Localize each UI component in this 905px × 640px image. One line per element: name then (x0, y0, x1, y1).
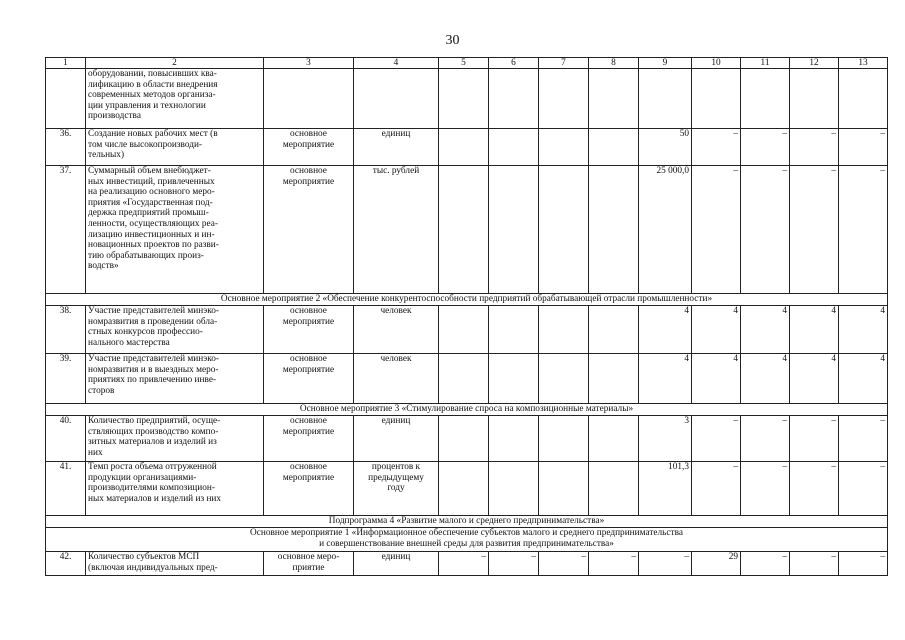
column-header: 5 (439, 58, 489, 69)
value-cell (539, 166, 589, 294)
value-cell: 25 000,0 (639, 166, 692, 294)
indicator-name: оборудовании, повысивших ква- лификацию в области внедрения современных методов организа- ции управления и технологии производства (86, 69, 264, 129)
indicator-name: Количество предприятий, осуще- ствляющих производство компо- зитных материалов и изделий из них (86, 416, 264, 462)
section-row (46, 528, 888, 552)
indicators-table (45, 57, 888, 576)
value-cell (489, 69, 539, 129)
value-cell: – (741, 416, 790, 462)
value-cell (439, 166, 489, 294)
table-row (46, 462, 888, 516)
value-cell: – (741, 462, 790, 516)
table-row (46, 129, 888, 166)
table-row (46, 69, 888, 129)
value-cell: 4 (741, 306, 790, 354)
unit-cell: единиц (354, 129, 439, 166)
table-row (46, 306, 888, 354)
value-cell: 4 (839, 306, 888, 354)
value-cell: – (692, 166, 741, 294)
value-cell: – (439, 552, 489, 576)
value-cell: 50 (639, 129, 692, 166)
value-cell (489, 129, 539, 166)
column-header: 1 (46, 58, 86, 69)
indicator-name: Суммарный объем внебюджет- ных инвестиций, привлеченных на реализацию основного меро- приятия «Государственная под- держка предприятий промыш- ленности, осуществляющих реа- лизацию инвестиционных и ин- новационных проектов по разви- тию обрабатывающих произ- водств» (86, 166, 264, 294)
value-cell (439, 354, 489, 404)
value-cell: – (790, 552, 839, 576)
column-header: 3 (264, 58, 354, 69)
row-number: 38. (46, 306, 86, 354)
unit-cell: единиц (354, 552, 439, 576)
value-cell (439, 416, 489, 462)
value-cell: 101,3 (639, 462, 692, 516)
value-cell (489, 462, 539, 516)
row-number (46, 69, 86, 129)
row-number: 36. (46, 129, 86, 166)
column-header: 13 (839, 58, 888, 69)
value-cell (489, 416, 539, 462)
value-cell: – (790, 166, 839, 294)
value-cell (539, 462, 589, 516)
unit-cell: процентов к предыдущему году (354, 462, 439, 516)
value-cell (439, 129, 489, 166)
value-cell (489, 166, 539, 294)
page-number: 30 (445, 33, 460, 48)
section-title: Подпрограмма 4 «Развитие малого и среднего предпринимательства» (46, 516, 888, 528)
value-cell (439, 462, 489, 516)
value-cell (839, 69, 888, 129)
unit-cell: человек (354, 306, 439, 354)
value-cell: – (741, 129, 790, 166)
value-cell (589, 69, 639, 129)
value-cell (589, 354, 639, 404)
table-row (46, 166, 888, 294)
table-row (46, 416, 888, 462)
unit-cell: тыс. рублей (354, 166, 439, 294)
unit-cell (354, 69, 439, 129)
indicator-name: Участие представителей минэко- номразвития и в выездных меро- приятиях по привлечению инве- сторов (86, 354, 264, 404)
indicator-name: Создание новых рабочих мест (в том числе высокопроизводи- тельных) (86, 129, 264, 166)
value-cell (589, 166, 639, 294)
value-cell (489, 354, 539, 404)
column-header: 4 (354, 58, 439, 69)
value-cell: 4 (692, 354, 741, 404)
table-header-row (46, 58, 888, 69)
indicator-kind (264, 69, 354, 129)
indicator-name: Участие представителей минэко- номразвития в проведении обла- стных конкурсов профессио- нального мастерства (86, 306, 264, 354)
section-row (46, 516, 888, 528)
value-cell: – (741, 166, 790, 294)
value-cell (439, 306, 489, 354)
row-number: 41. (46, 462, 86, 516)
indicator-kind: основное мероприятие (264, 129, 354, 166)
value-cell: – (741, 552, 790, 576)
value-cell (589, 129, 639, 166)
row-number: 37. (46, 166, 86, 294)
value-cell: 4 (790, 306, 839, 354)
table-row (46, 354, 888, 404)
value-cell: – (639, 552, 692, 576)
indicator-kind: основное мероприятие (264, 416, 354, 462)
value-cell (639, 69, 692, 129)
value-cell: 4 (741, 354, 790, 404)
value-cell (790, 69, 839, 129)
indicator-kind: основное мероприятие (264, 306, 354, 354)
value-cell: 4 (639, 306, 692, 354)
row-number: 42. (46, 552, 86, 576)
indicator-name: Количество субъектов МСП (включая индивидуальных пред- (86, 552, 264, 576)
indicator-kind: основное мероприятие (264, 462, 354, 516)
value-cell: – (839, 552, 888, 576)
value-cell: – (790, 129, 839, 166)
value-cell: 3 (639, 416, 692, 462)
column-header: 2 (86, 58, 264, 69)
value-cell (439, 69, 489, 129)
section-row (46, 294, 888, 306)
value-cell: 4 (639, 354, 692, 404)
value-cell: – (539, 552, 589, 576)
section-row (46, 404, 888, 416)
unit-cell: единиц (354, 416, 439, 462)
value-cell (539, 416, 589, 462)
value-cell (589, 306, 639, 354)
value-cell: – (839, 166, 888, 294)
column-header: 11 (741, 58, 790, 69)
value-cell (589, 416, 639, 462)
value-cell (489, 306, 539, 354)
value-cell: – (692, 416, 741, 462)
value-cell: – (489, 552, 539, 576)
indicator-kind: основное мероприятие (264, 166, 354, 294)
value-cell: 4 (839, 354, 888, 404)
value-cell: – (790, 462, 839, 516)
value-cell: – (692, 129, 741, 166)
section-title: Основное мероприятие 3 «Стимулирование спроса на композиционные материалы» (46, 404, 888, 416)
table-row (46, 552, 888, 576)
indicator-kind: основное мероприятие (264, 354, 354, 404)
value-cell: – (839, 462, 888, 516)
value-cell: 29 (692, 552, 741, 576)
column-header: 6 (489, 58, 539, 69)
value-cell (539, 129, 589, 166)
value-cell (539, 69, 589, 129)
column-header: 7 (539, 58, 589, 69)
value-cell: 4 (692, 306, 741, 354)
value-cell (589, 462, 639, 516)
value-cell (692, 69, 741, 129)
value-cell: – (589, 552, 639, 576)
value-cell: – (839, 416, 888, 462)
column-header: 12 (790, 58, 839, 69)
column-header: 10 (692, 58, 741, 69)
value-cell (741, 69, 790, 129)
section-title: Основное мероприятие 2 «Обеспечение конкурентоспособности предприятий обрабатывающей отрасли промышленности» (46, 294, 888, 306)
value-cell: 4 (790, 354, 839, 404)
unit-cell: человек (354, 354, 439, 404)
value-cell: – (839, 129, 888, 166)
value-cell (539, 354, 589, 404)
value-cell: – (692, 462, 741, 516)
indicator-name: Темп роста объема отгруженной продукции организациями- производителями композицион- ных материалов и изделий из них (86, 462, 264, 516)
indicator-kind: основное меро- приятие (264, 552, 354, 576)
column-header: 8 (589, 58, 639, 69)
row-number: 39. (46, 354, 86, 404)
column-header: 9 (639, 58, 692, 69)
value-cell (539, 306, 589, 354)
value-cell: – (790, 416, 839, 462)
section-title: Основное мероприятие 1 «Информационное обеспечение субъектов малого и среднего предпринимательства и совершенствование внешней среды для развития предпринимательства» (46, 528, 888, 552)
row-number: 40. (46, 416, 86, 462)
